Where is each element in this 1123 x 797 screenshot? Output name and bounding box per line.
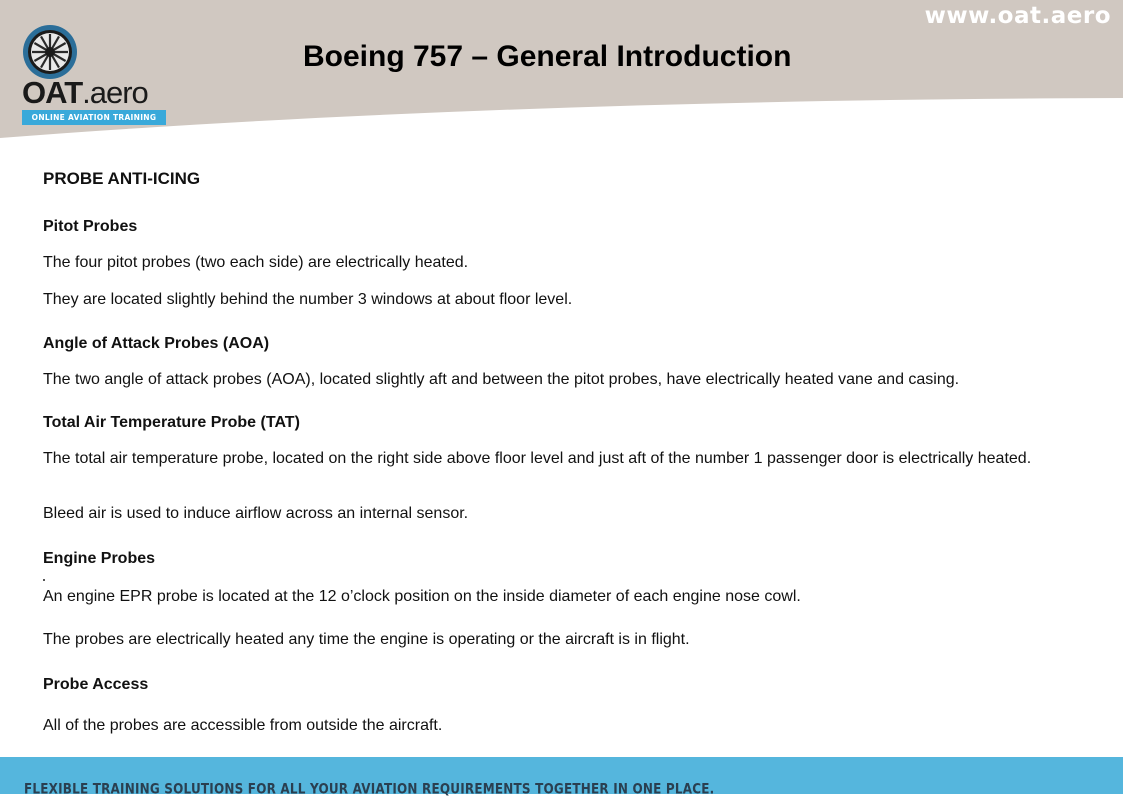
subsection-heading-tat: Total Air Temperature Probe (TAT) [43, 414, 300, 431]
paragraph: Bleed air is used to induce airflow across an internal sensor. [43, 505, 469, 522]
subsection-heading-aoa: Angle of Attack Probes (AOA) [43, 335, 270, 352]
oat-logo[interactable] [22, 24, 168, 128]
logo-wordmark [22, 77, 148, 108]
paragraph: An engine EPR probe is located at the 12 o’clock position on the inside diameter of each engine nose cowl. [43, 588, 801, 605]
section-title: PROBE ANTI-ICING [43, 169, 201, 188]
footer-band [0, 757, 1123, 797]
logo-tagline: ONLINE AVIATION TRAINING [22, 110, 166, 125]
page-title: Boeing 757 – General Introduction [303, 40, 792, 73]
footer-slogan: FLEXIBLE TRAINING SOLUTIONS FOR ALL YOUR AVIATION REQUIREMENTS TOGETHER IN ONE PLACE. [24, 781, 715, 797]
paragraph: The two angle of attack probes (AOA), located slightly aft and between the pitot probes, have electrically heated vane and casing. [43, 371, 960, 388]
subsection-heading-access: Probe Access [43, 676, 149, 693]
subsection-heading-pitot: Pitot Probes [43, 218, 138, 235]
paragraph: The four pitot probes (two each side) are electrically heated. [43, 254, 469, 271]
jet-engine-icon [22, 24, 78, 80]
logo-word-bold: OAT [22, 75, 83, 110]
subsection-heading-engine: Engine Probes [43, 550, 156, 567]
logo-word-light: .aero [82, 75, 148, 110]
header-band [0, 0, 1123, 140]
paragraph: The probes are electrically heated any time the engine is operating or the aircraft is in flight. [43, 631, 690, 648]
stray-dot [43, 579, 45, 581]
paragraph: The total air temperature probe, located on the right side above floor level and just aft of the number 1 passenger door is electrically heated. [43, 450, 1032, 467]
paragraph: They are located slightly behind the number 3 windows at about floor level. [43, 291, 573, 308]
paragraph: All of the probes are accessible from outside the aircraft. [43, 717, 443, 734]
website-url[interactable]: www.oat.aero [924, 3, 1111, 29]
